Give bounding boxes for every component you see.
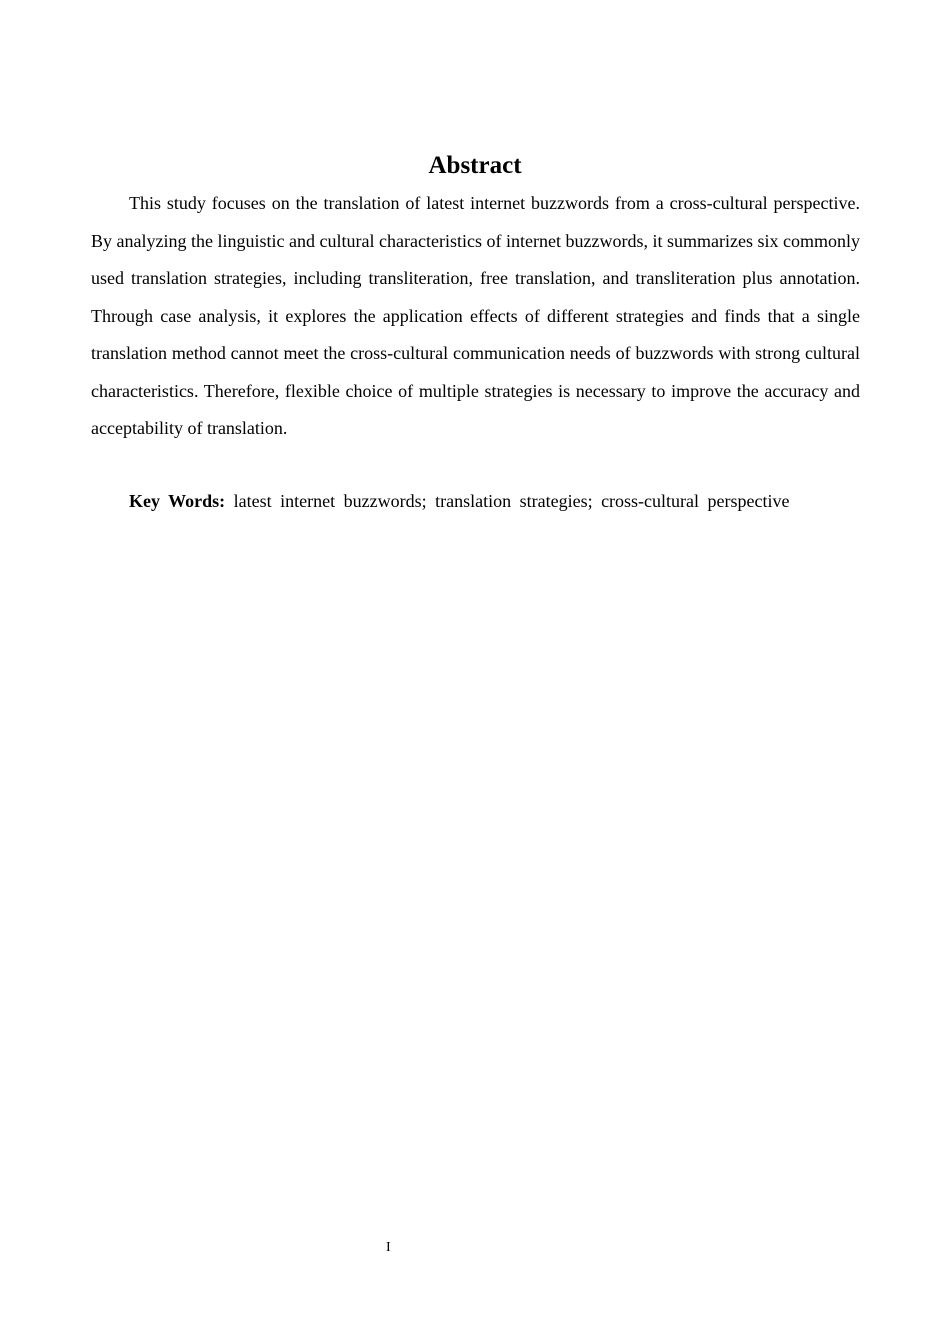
keywords-line xyxy=(91,485,860,517)
keywords-text: latest internet buzzwords; translation strategies; cross-cultural perspective xyxy=(233,491,790,511)
abstract-title: Abstract xyxy=(428,152,522,179)
keywords-label: Key Words: xyxy=(129,491,226,511)
page-number: I xyxy=(386,1240,391,1255)
abstract-body: This study focuses on the translation of latest internet buzzwords from a cross-cultural perspective. By analyzing the linguistic and cultural characteristics of internet buzzwords, it summarizes six commonly used translation strategies, including transliteration, free translation, and transliteration plus annotation. Through case analysis, it explores the application effects of different strategies and finds that a single translation method cannot meet the cross-cultural communication needs of buzzwords with strong cultural characteristics. Therefore, flexible choice of multiple strategies is necessary to improve the accuracy and acceptability of translation. xyxy=(91,193,860,438)
